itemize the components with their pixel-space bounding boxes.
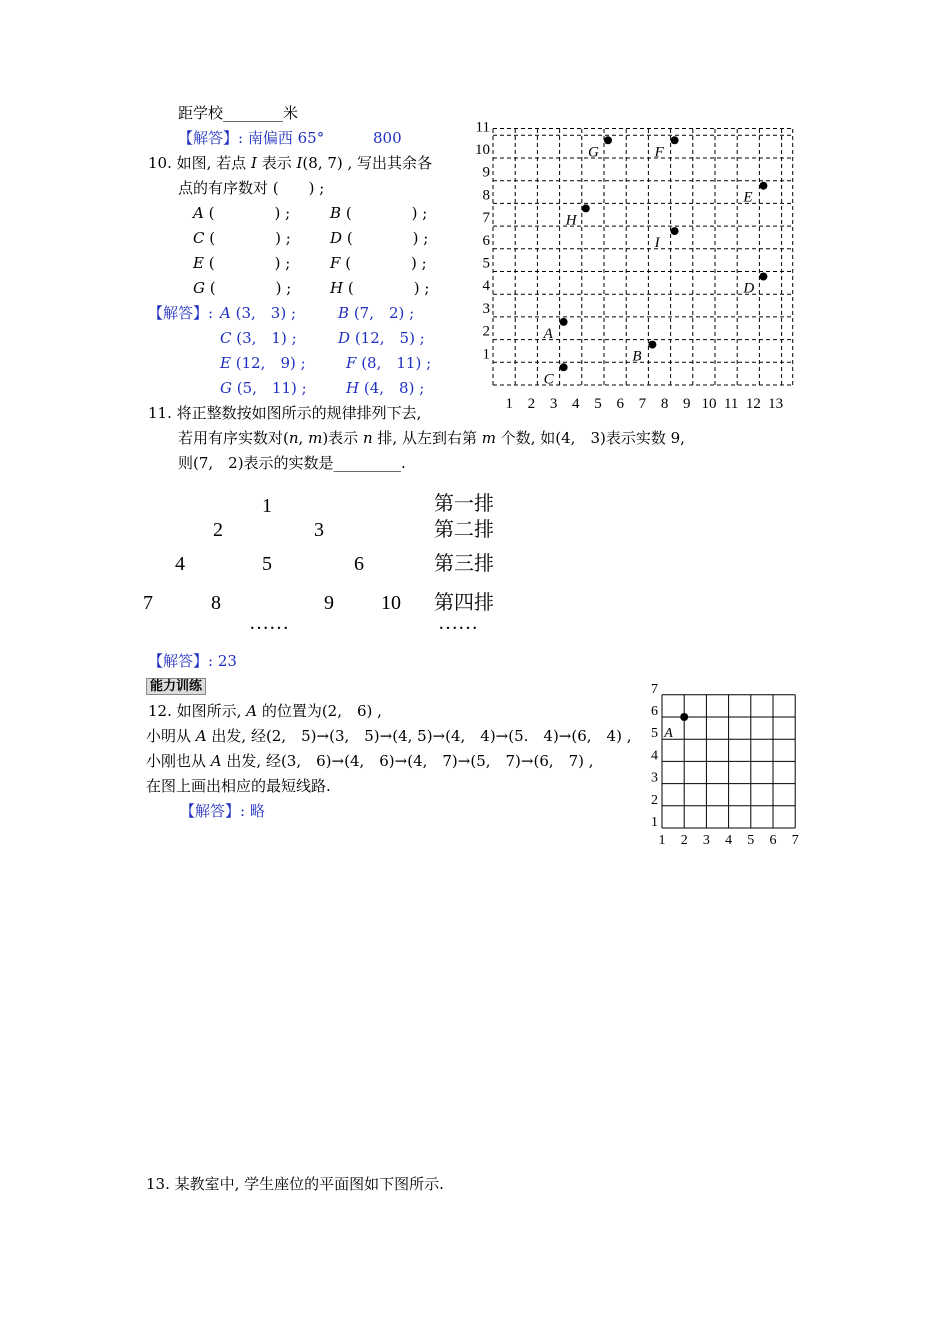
row-label: 第一排 (434, 493, 494, 515)
x-tick-label: 7 (638, 396, 647, 412)
tri-number: 4 (175, 553, 185, 575)
point-label-a: A (543, 325, 553, 342)
x-tick-label: 7 (791, 833, 799, 848)
answer-value: 23 (217, 652, 237, 670)
answer-tag: 【解答】: (148, 304, 214, 322)
q13-line: 13. 某教室中, 学生座位的平面图如下图所示. (146, 1175, 444, 1193)
question-number: 11. (148, 404, 172, 422)
tri-number: 8 (211, 592, 221, 614)
x-tick-label: 6 (616, 396, 624, 412)
x-tick-label: 9 (683, 396, 691, 412)
y-tick-label: 6 (482, 232, 490, 249)
point-b (648, 341, 656, 349)
y-tick-label: 1 (651, 815, 658, 830)
y-tick-label: 4 (482, 278, 490, 295)
y-tick-label: 11 (475, 119, 490, 136)
y-tick-label: 5 (651, 726, 658, 742)
tri-number: 2 (213, 519, 223, 541)
y-tick-label: 1 (482, 346, 490, 363)
point-i (671, 227, 679, 235)
x-tick-label: 10 (701, 396, 717, 412)
x-tick-label: 5 (594, 396, 602, 412)
answer-item: A (3, 3) ; (220, 304, 297, 322)
point-h (582, 204, 590, 212)
x-tick-label: 4 (725, 833, 733, 848)
q10-row: E ( ) ; (193, 254, 291, 272)
q9-line: 距学校________米 (178, 104, 299, 122)
answer-item: D (12, 5) ; (338, 329, 425, 347)
y-tick-label: 2 (651, 792, 658, 808)
x-tick-label: 1 (505, 396, 513, 412)
answer-tag: 【解答】: (178, 129, 244, 147)
y-tick-label: 4 (651, 748, 658, 764)
x-tick-label: 2 (527, 396, 536, 412)
section-title: 能力训练 (146, 675, 206, 696)
y-tick-label: 7 (651, 681, 658, 697)
q9-blank: ________ (223, 104, 284, 122)
y-tick-label: 3 (651, 770, 658, 786)
answer-tag: 【解答】: (180, 802, 246, 820)
answer-item: H (4, 8) ; (346, 379, 425, 397)
y-tick-label: 2 (482, 323, 490, 340)
tri-number: 6 (354, 553, 364, 575)
point-a (560, 318, 568, 326)
q11-answer (148, 651, 237, 671)
question-number: 12. (148, 702, 172, 720)
y-tick-label: 7 (482, 210, 490, 227)
q12-line1: 12. 如图所示, A 的位置为(2, 6) , (148, 702, 382, 720)
q10-row: F ( ) ; (330, 254, 427, 272)
tri-number: 5 (262, 553, 272, 575)
point-label-a: A (664, 726, 673, 741)
row-label: 第四排 (434, 592, 494, 614)
x-tick-label: 4 (572, 396, 580, 412)
tri-number: 7 (143, 592, 153, 614)
answer-item: E (12, 9) ; (220, 354, 306, 372)
y-tick-label: 10 (475, 142, 490, 158)
q12-line4: 在图上画出相应的最短线路. (146, 777, 331, 795)
row-ellipsis: …… (438, 612, 478, 634)
coordinate-grid-1 (470, 119, 830, 418)
answer-tag: 【解答】: (148, 652, 214, 670)
q11-line3: 则(7, 2)表示的实数是_________. (178, 454, 406, 472)
tri-number: 9 (324, 592, 334, 614)
answer-number: 800 (372, 129, 402, 147)
q9-answer (178, 128, 402, 148)
point-d (759, 273, 767, 281)
q12-line2: 小明从 A 出发, 经(2, 5)→(3, 5)→(4, 5)→(4, 4)→(5. 4)→(6, 4) , (146, 727, 632, 745)
x-tick-label: 1 (658, 833, 666, 848)
q10-row: G ( ) ; (193, 279, 292, 297)
point-label-i: I (654, 235, 660, 252)
x-tick-label: 8 (660, 396, 669, 412)
question-number: 10. (148, 154, 172, 172)
answer-item: F (8, 11) ; (346, 354, 432, 372)
q10-line1: 10. 如图, 若点 I 表示 I(8, 7) , 写出其余各 (148, 154, 433, 172)
q10-row: B ( ) ; (330, 204, 428, 222)
tri-number: 3 (314, 519, 324, 541)
coordinate-grid-2 (640, 680, 820, 855)
q12-line3: 小刚也从 A 出发, 经(3, 6)→(4, 6)→(4, 7)→(5, 7)→(6, 7) , (146, 752, 594, 770)
point-label-e: E (743, 189, 753, 206)
y-tick-label: 9 (482, 164, 490, 181)
point-label-f: F (654, 144, 664, 161)
y-tick-label: 5 (482, 255, 490, 272)
x-tick-label: 2 (680, 833, 688, 848)
q10-row: C ( ) ; (193, 229, 291, 247)
x-tick-label: 5 (747, 833, 755, 848)
x-tick-label: 6 (769, 833, 777, 848)
y-tick-label: 8 (482, 187, 490, 204)
point-c (560, 363, 568, 371)
q11-line1: 11. 将正整数按如图所示的规律排列下去, (148, 404, 422, 422)
answer-item: G (5, 11) ; (220, 379, 307, 397)
point-f (671, 136, 679, 144)
answer-direction: 南偏西 65° (247, 129, 325, 147)
point-e (759, 182, 767, 190)
q10-line2: 点的有序数对 ( ) ; (178, 179, 325, 197)
point-a (680, 713, 688, 721)
tri-number: 1 (262, 495, 272, 517)
point-label-h: H (565, 212, 577, 229)
x-tick-label: 12 (745, 396, 761, 412)
answer-item: B (7, 2) ; (338, 304, 415, 322)
point-label-g: G (588, 144, 599, 161)
tri-number: 10 (381, 592, 401, 614)
point-label-b: B (632, 348, 642, 365)
q12-answer (180, 801, 265, 821)
answer-value: 略 (249, 802, 265, 820)
x-tick-label: 3 (702, 833, 710, 848)
tri-ellipsis: …… (249, 612, 289, 634)
answer-item: C (3, 1) ; (220, 329, 297, 347)
row-label: 第二排 (434, 519, 494, 541)
x-tick-label: 3 (549, 396, 558, 412)
point-label-d: D (743, 280, 755, 297)
row-label: 第三排 (434, 553, 494, 575)
q11-line2: 若用有序实数对(n, m)表示 n 排, 从左到右第 m 个数, 如(4, 3)表示实数 9, (178, 429, 685, 447)
point-g (604, 136, 612, 144)
y-tick-label: 3 (482, 300, 490, 317)
y-tick-label: 6 (651, 704, 658, 719)
q10-row: A ( ) ; (193, 204, 291, 222)
x-tick-label: 11 (723, 396, 739, 412)
x-tick-label: 13 (768, 396, 784, 412)
q10-row: H ( ) ; (330, 279, 430, 297)
point-label-c: C (543, 371, 554, 388)
q10-row: D ( ) ; (330, 229, 429, 247)
